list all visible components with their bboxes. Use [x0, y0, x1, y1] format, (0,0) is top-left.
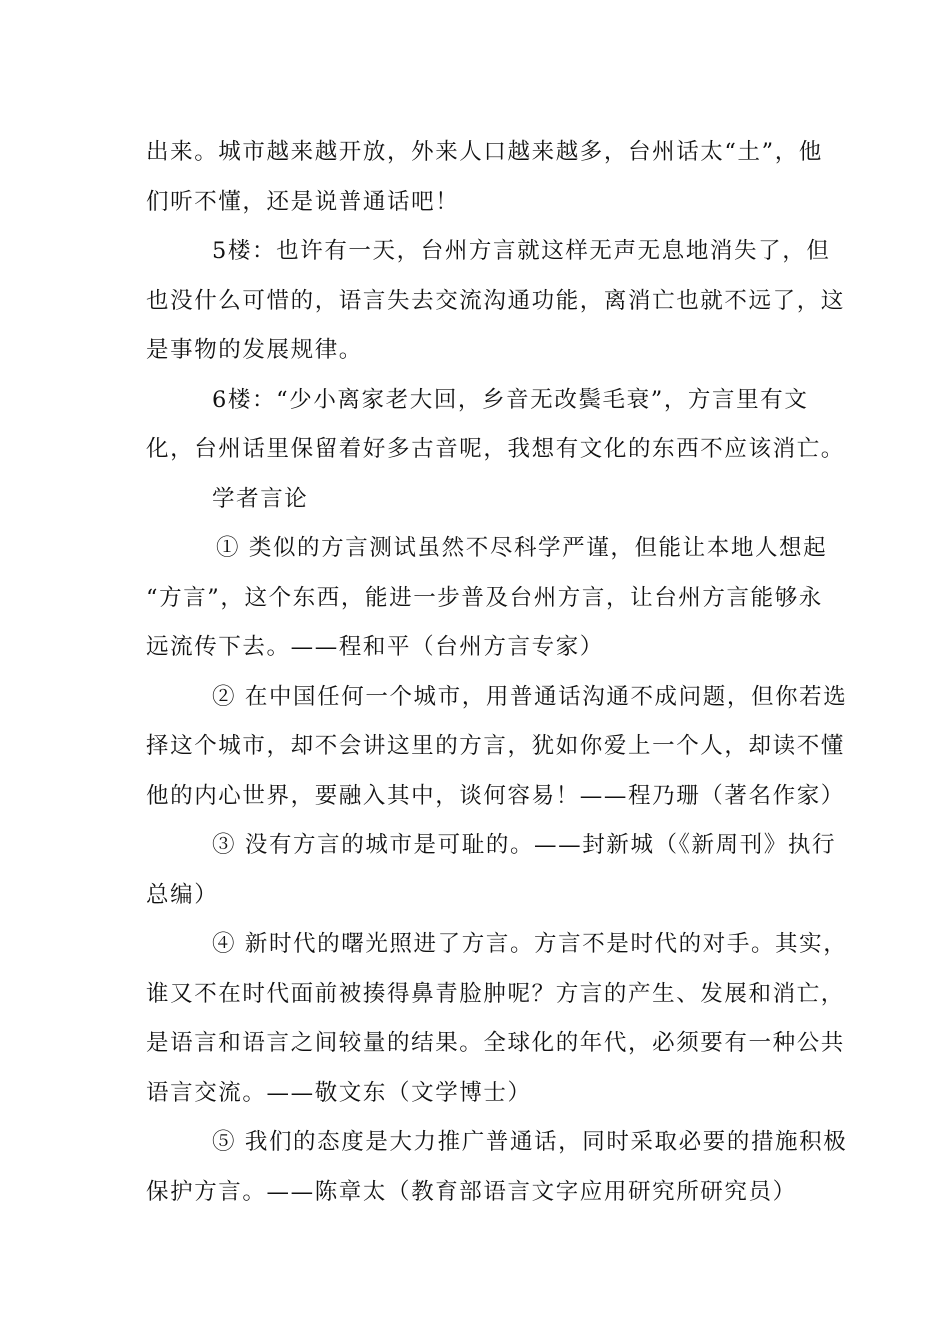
text-line: 保护方言。——陈章太（教育部语言文字应用研究所研究员）: [146, 1178, 797, 1205]
text-line: 是事物的发展规律。: [146, 337, 363, 363]
text-line: 6楼：“少小离家老大回，乡音无改鬓毛衰”，方言里有文: [212, 386, 809, 413]
text-line: ④ 新时代的曙光照进了方言。方言不是时代的对手。其实，: [212, 931, 848, 957]
text-line: 是语言和语言之间较量的结果。全球化的年代，必须要有一种公共: [146, 1030, 845, 1056]
text-line: 谁又不在时代面前被揍得鼻青脸肿呢？方言的产生、发展和消亡，: [146, 980, 845, 1007]
text-line: 远流传下去。——程和平（台州方言专家）: [146, 634, 604, 660]
text-line: ⑤ 我们的态度是大力推广普通话，同时采取必要的措施积极: [212, 1129, 848, 1155]
document-page: [146, 128, 848, 1217]
text-line: 他的内心世界，要融入其中，谈何容易！——程乃珊（著名作家）: [146, 782, 845, 809]
text-line: 们听不懂，还是说普通话吧！: [146, 188, 460, 215]
text-line: 也没什么可惜的，语言失去交流沟通功能，离消亡也就不远了，这: [146, 287, 845, 314]
text-line: 总编）: [146, 881, 219, 908]
text-line: ② 在中国任何一个城市，用普通话沟通不成问题，但你若选: [212, 683, 848, 710]
text-line: 择这个城市，却不会讲这里的方言，犹如你爱上一个人，却读不懂: [146, 733, 845, 759]
text-line: ③ 没有方言的城市是可耻的。——封新城（《新周刊》执行: [212, 832, 837, 858]
text-line: 出来。城市越来越开放，外来人口越来越多，台州话太“土”，他: [146, 139, 823, 165]
text-line: ① 类似的方言测试虽然不尽科学严谨，但能让本地人想起: [216, 535, 828, 561]
text-line: 化，台州话里保留着好多古音呢，我想有文化的东西不应该消亡。: [146, 436, 845, 462]
text-line: 5楼：也许有一天，台州方言就这样无声无息地消失了，但: [212, 238, 831, 264]
section-heading: 学者言论: [212, 485, 309, 512]
text-line: “方言”，这个东西，能进一步普及台州方言，让台州方言能够永: [146, 584, 823, 611]
text-line: 语言交流。——敬文东（文学博士）: [146, 1079, 532, 1106]
